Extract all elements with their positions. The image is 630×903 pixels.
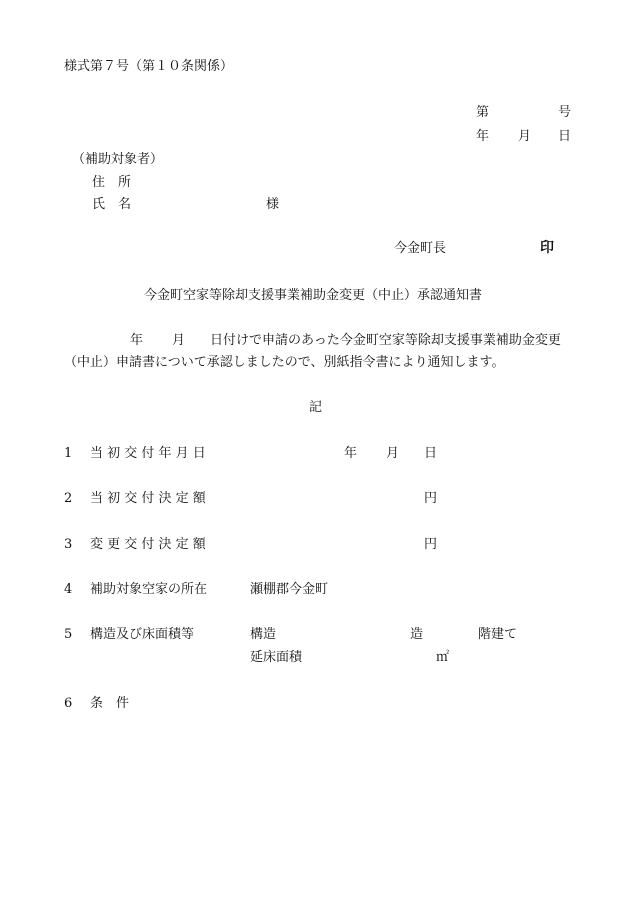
floors-unit: 階建て (478, 627, 518, 642)
item-label: 条 件 (90, 696, 130, 711)
body-year: 年 (130, 333, 144, 348)
area-label: 延床面積 (250, 650, 303, 665)
body-line2: （中止）申請書について承認しましたので、別紙指令書により通知します。 (64, 355, 505, 370)
item-label: 補助対象空家の所在 (90, 582, 208, 597)
structure-label: 構造 (250, 627, 277, 642)
date-month: 月 (518, 129, 532, 144)
item-number: 5 (64, 627, 73, 642)
issuer-title: 今金町長 (394, 241, 447, 256)
item-month: 月 (386, 446, 400, 461)
item-number: 2 (64, 491, 73, 506)
address-label: 住 所 (92, 175, 132, 190)
doc-number-suffix: 号 (558, 105, 572, 120)
item-number: 3 (64, 537, 73, 552)
recipient-heading: （補助対象者） (72, 152, 164, 167)
date-day: 日 (558, 129, 572, 144)
item-day: 日 (424, 446, 438, 461)
form-number: 様式第７号（第１０条関係） (64, 59, 234, 74)
item-value: 瀬棚郡今金町 (250, 582, 329, 597)
item-label: 当 初 交 付 年 月 日 (90, 446, 206, 461)
document-title: 今金町空家等除却支援事業補助金変更（中止）承認通知書 (144, 288, 483, 303)
ki-heading: 記 (309, 400, 323, 415)
item-label: 当 初 交 付 決 定 額 (90, 491, 206, 506)
body-line1: 日付けで申請のあった今金町空家等除却支援事業補助金変更 (210, 333, 561, 348)
seal-mark: 印 (540, 240, 554, 256)
structure-unit: 造 (410, 627, 424, 642)
body-month: 月 (172, 333, 186, 348)
date-year: 年 (476, 129, 490, 144)
item-label: 構造及び床面積等 (90, 627, 195, 642)
item-number: 4 (64, 582, 73, 597)
honorific: 様 (266, 197, 280, 212)
area-unit: ㎡ (436, 650, 450, 665)
item-number: 6 (64, 696, 73, 711)
name-label: 氏 名 (92, 197, 132, 212)
item-unit: 円 (424, 537, 438, 552)
item-label: 変 更 交 付 決 定 額 (90, 537, 206, 552)
item-number: 1 (64, 446, 73, 461)
item-unit: 円 (424, 491, 438, 506)
item-year: 年 (344, 446, 358, 461)
doc-number-prefix: 第 (476, 105, 490, 120)
